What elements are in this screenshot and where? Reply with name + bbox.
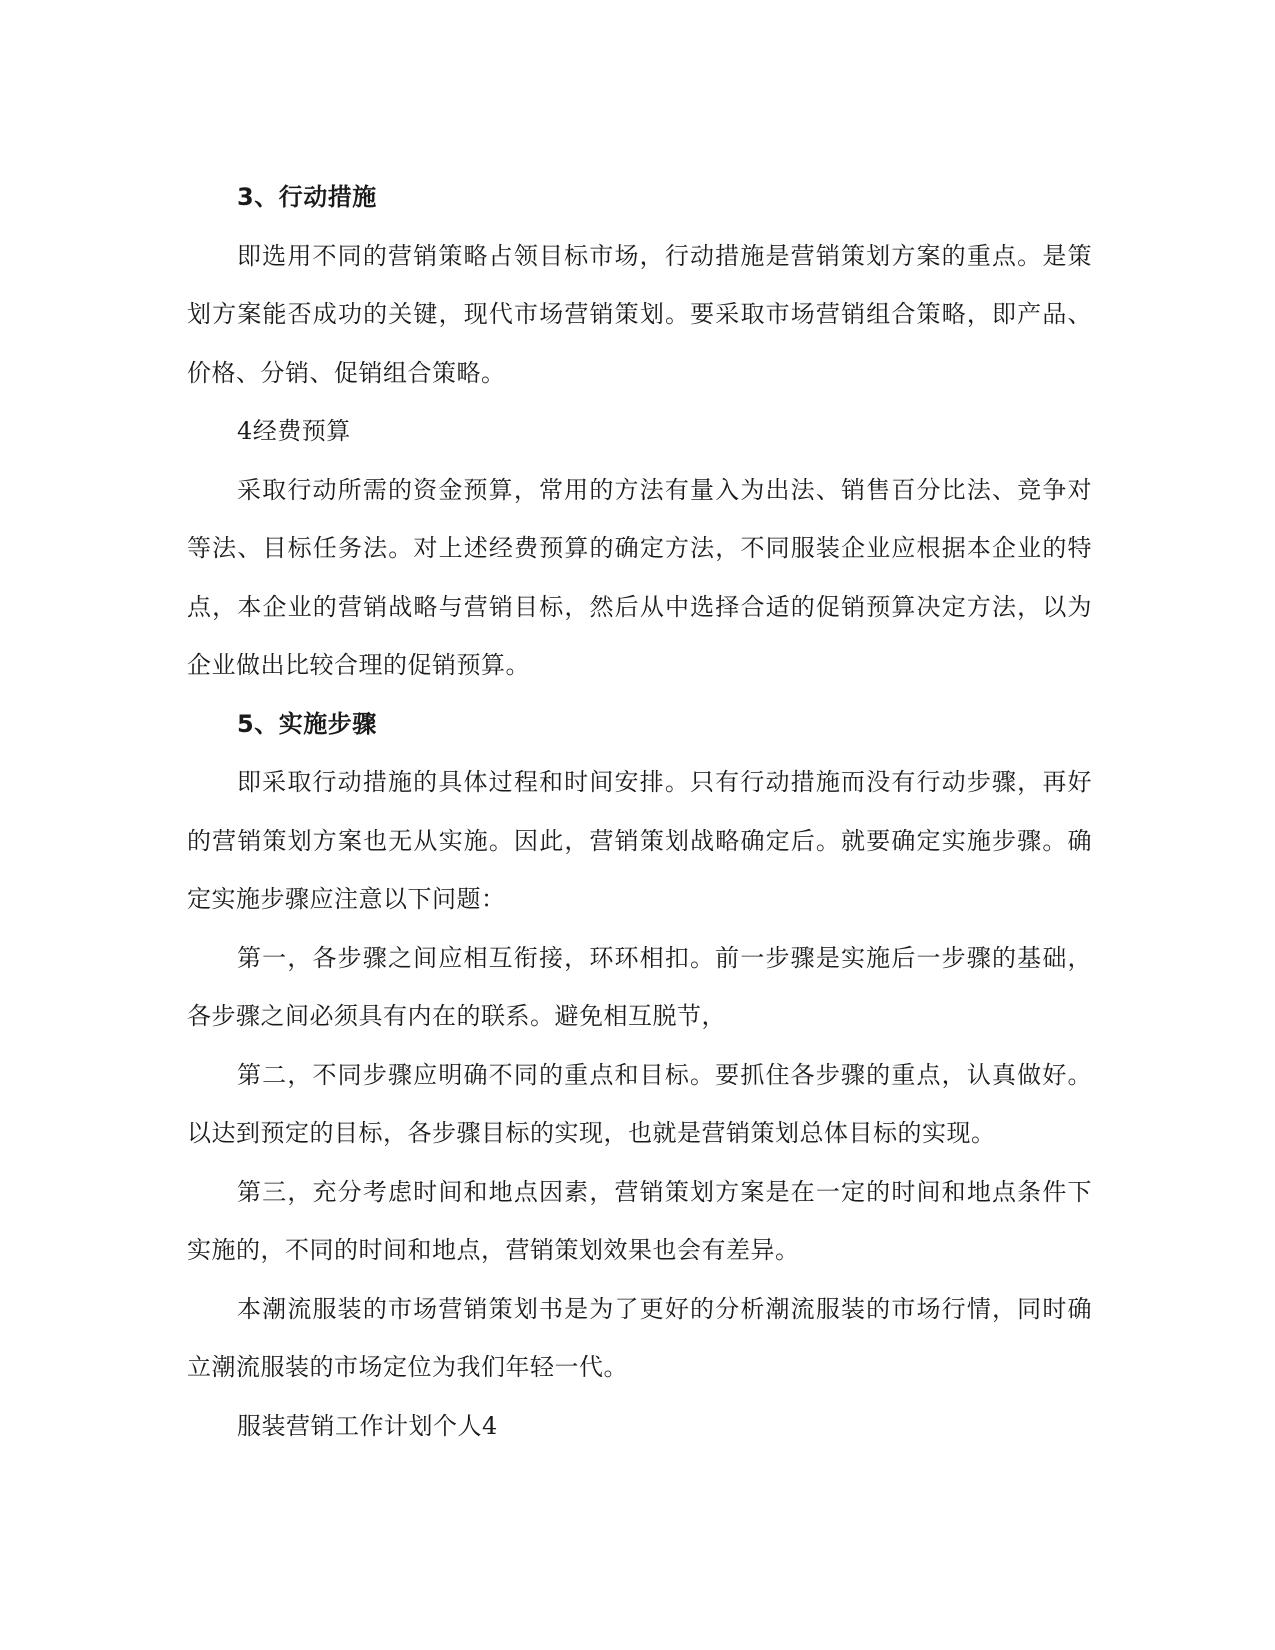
section-heading-steps: 5、实施步骤 [237, 709, 377, 738]
paragraph-budget-body: 采取行动所需的资金预算，常用的方法有量入为出法、销售百分比法、竞争对等法、目标任务法。对上述经费预算的确定方法，不同服装企业应根据本企业的特点，本企业的营销战略与营销目标，然后从中选择合适的促销预算决定方法，以为企业做出比较合理的促销预算。 [187, 475, 1092, 679]
section-heading-actions: 3、行动措施 [237, 183, 377, 211]
next-section-title: 服装营销工作计划个人4 [237, 1411, 498, 1440]
paragraph-step-second: 第二，不同步骤应明确不同的重点和目标。要抓住各步骤的重点，认真做好。以达到预定的目标，各步骤目标的实现，也就是营销策划总体目标的实现。 [187, 1060, 1092, 1147]
paragraph-summary: 本潮流服装的市场营销策划书是为了更好的分析潮流服装的市场行情，同时确立潮流服装的市场定位为我们年轻一代。 [187, 1294, 1092, 1381]
document-page [187, 168, 1092, 1455]
paragraph-step-third: 第三，充分考虑时间和地点因素，营销策划方案是在一定的时间和地点条件下实施的，不同的时间和地点，营销策划效果也会有差异。 [187, 1177, 1092, 1264]
section-heading-budget: 4经费预算 [237, 417, 351, 445]
paragraph-actions-body: 即选用不同的营销策略占领目标市场，行动措施是营销策划方案的重点。是策划方案能否成功的关键，现代市场营销策划。要采取市场营销组合策略，即产品、价格、分销、促销组合策略。 [187, 241, 1092, 387]
paragraph-step-first: 第一，各步骤之间应相互衔接，环环相扣。前一步骤是实施后一步骤的基础，各步骤之间必须具有内在的联系。避免相互脱节， [187, 943, 1092, 1030]
paragraph-steps-intro: 即采取行动措施的具体过程和时间安排。只有行动措施而没有行动步骤，再好的营销策划方案也无从实施。因此，营销策划战略确定后。就要确定实施步骤。确定实施步骤应注意以下问题： [187, 768, 1092, 913]
